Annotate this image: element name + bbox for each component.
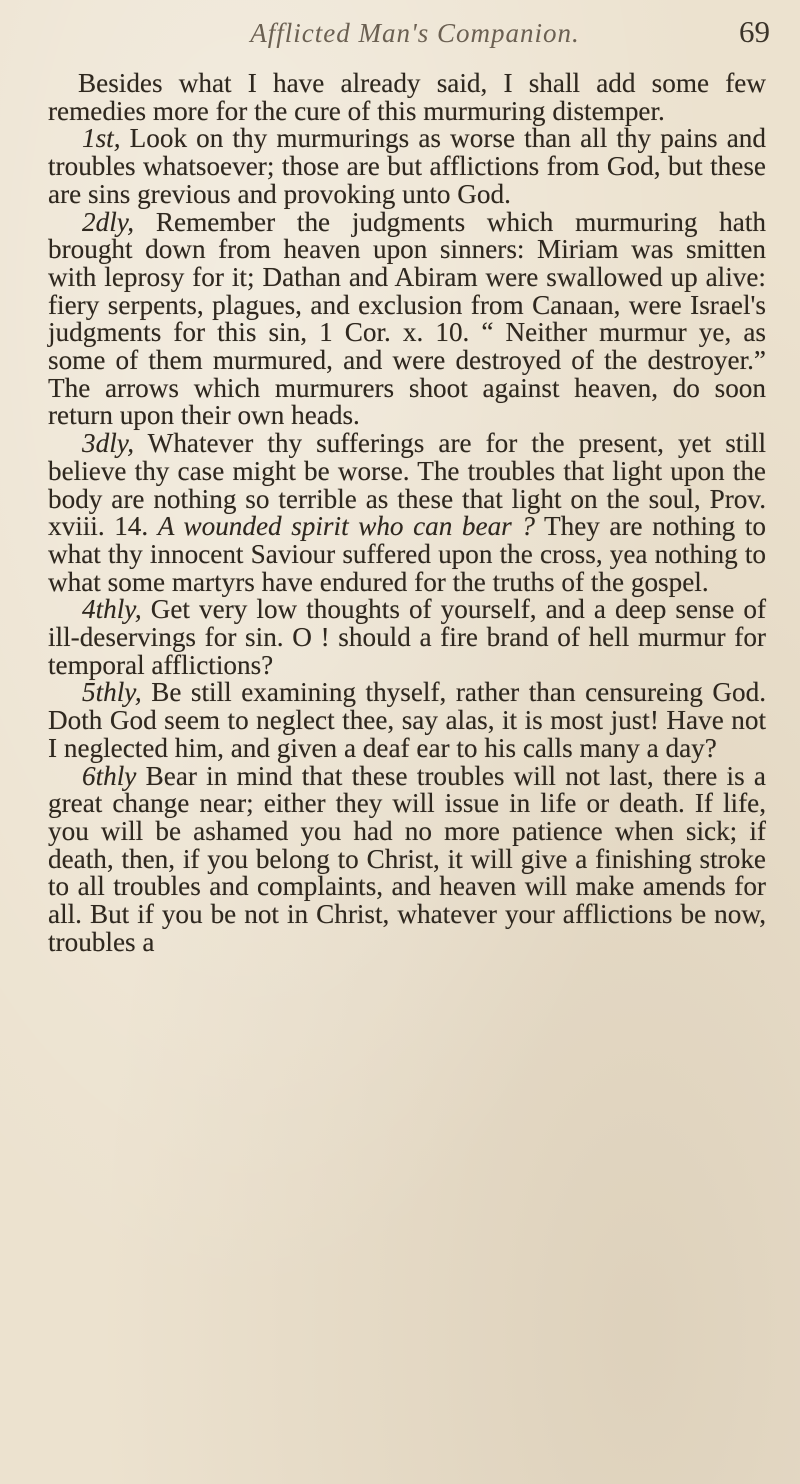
paragraph-sixth-remedy (48, 760, 766, 957)
paragraph-third-remedy (48, 430, 766, 596)
remedy-text: Look on thy murmurings as worse than all thy pains and troubles whatsoever; those are but afflictions from God, but these are sins grevious and provoking unto God. (48, 123, 766, 209)
remedy-text: Remember the judgments which murmuring hath brought down from heaven upon sinners: Miriam was smitten with leprosy for it; Dathan and Abiram were swallowed up alive: fiery serpents, plagues, and exclusion from Canaan, were Israel's judgments for this sin, 1 Cor. x. 10. “ Neither murmur ye, as some of them murmured, and were destroyed of the destroyer.” The arrows which murmurers shoot against heaven, do soon return upon their own heads. (48, 206, 766, 431)
remedy-text: Bear in mind that these troubles will not last, there is a great change near; either they will issue in life or death. If life, you will be ashamed you had no more patience when sick; if death, then, if you belong to Christ, it will give a finishing stroke to all troubles and complaints, and heaven will make amends for all. But if you be not in Christ, whatever your afflictions be now, troubles a (48, 760, 766, 957)
remedy-text-continued: They are nothing to what thy innocent Saviour suffered upon the cross, yea nothing to what some martyrs have endured for the truths of the gospel. (48, 511, 766, 597)
paragraph-fourth-remedy (48, 596, 766, 679)
body-text (48, 70, 766, 957)
intro-paragraph: Besides what I have already said, I shall add some few remedies more for the cure of this murmuring distemper. (48, 68, 766, 126)
remedy-text: Get very low thoughts of yourself, and a deep sense of ill-deservings for sin. O ! should a fire brand of hell murmur for temporal afflictions? (48, 594, 766, 680)
running-title: Afflicted Man's Companion. (250, 18, 580, 48)
paragraph-first-remedy (48, 125, 766, 208)
remedy-numeral: 2dly, (82, 206, 135, 237)
scripture-quote: A wounded spirit who can bear ? (157, 511, 535, 542)
paragraph-fifth-remedy (48, 679, 766, 762)
remedy-numeral: 6thly (82, 760, 137, 791)
remedy-numeral: 3dly, (82, 428, 135, 459)
running-head (120, 14, 770, 54)
page-number: 69 (739, 14, 770, 49)
remedy-numeral: 1st, (82, 123, 121, 154)
remedy-text: Be still examining thyself, rather than censureing God. Doth God seem to neglect thee, say alas, it is most just! Have not I neglected him, and given a deaf ear to his calls many a day? (48, 677, 766, 763)
remedy-text: Whatever thy sufferings are for the present, yet still believe thy case might be worse. The troubles that light upon the body are nothing so terrible as these that light on the soul, Prov. xviii. 14. (48, 428, 766, 542)
paragraph-second-remedy (48, 206, 766, 431)
remedy-numeral: 4thly, (82, 594, 142, 625)
remedy-numeral: 5thly, (82, 677, 142, 708)
